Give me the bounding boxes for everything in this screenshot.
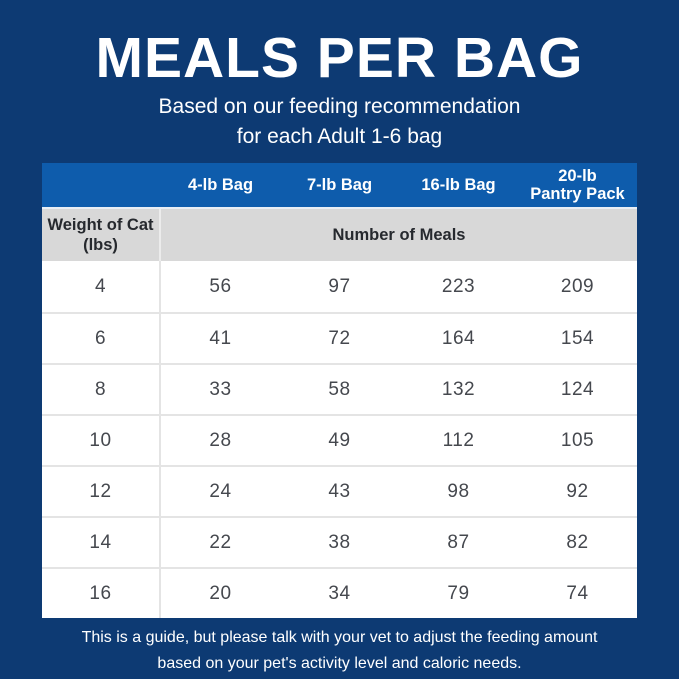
meals-cell: 20 (209, 582, 232, 604)
meals-table (42, 163, 637, 618)
meals-cell: 22 (209, 531, 232, 553)
table-row-weight-10 (42, 414, 637, 465)
column-header-7lb-bag: 7-lb Bag (306, 176, 373, 194)
meals-cell: 132 (441, 378, 476, 400)
disclaimer-line-1: This is a guide, but please talk with your vet to adjust the feeding amount (81, 629, 598, 646)
meals-cell: 33 (209, 378, 232, 400)
meals-cell: 105 (560, 429, 595, 451)
weight-of-cat-header: Weight of Cat (lbs) (42, 209, 161, 261)
table-header-row (42, 163, 637, 209)
meals-cell: 97 (328, 275, 351, 297)
page-subtitle (0, 92, 679, 152)
meals-cell: 28 (209, 429, 232, 451)
weight-cell: 10 (42, 416, 161, 465)
column-header-empty (42, 163, 161, 207)
meals-cell: 43 (328, 480, 351, 502)
table-subheader-row (42, 209, 637, 261)
subtitle-line-1: Based on our feeding recommendation (158, 95, 521, 118)
weight-cell: 8 (42, 365, 161, 414)
meals-cell: 38 (328, 531, 351, 553)
number-of-meals-header: Number of Meals (332, 226, 466, 244)
weight-cell: 16 (42, 569, 161, 618)
table-row-weight-4 (42, 261, 637, 312)
subtitle-line-2: for each Adult 1-6 bag (236, 125, 443, 148)
table-row-weight-16 (42, 567, 637, 618)
meals-cell: 79 (447, 582, 470, 604)
meals-cell: 58 (328, 378, 351, 400)
disclaimer-line-2: based on your pet's activity level and caloric needs. (157, 655, 522, 672)
meals-cell: 82 (566, 531, 589, 553)
meals-cell: 98 (447, 480, 470, 502)
weight-cell: 6 (42, 314, 161, 363)
disclaimer-note (0, 625, 679, 677)
meals-cell: 34 (328, 582, 351, 604)
meals-cell: 74 (566, 582, 589, 604)
table-row-weight-12 (42, 465, 637, 516)
meals-cell: 112 (442, 429, 475, 451)
meals-cell: 41 (209, 327, 232, 349)
meals-cell: 124 (560, 378, 595, 400)
meals-cell: 56 (209, 275, 232, 297)
meals-cell: 72 (328, 327, 351, 349)
column-header-16lb-bag: 16-lb Bag (421, 176, 496, 194)
meals-cell: 164 (441, 327, 476, 349)
meals-cell: 223 (441, 275, 476, 297)
meals-cell: 92 (566, 480, 589, 502)
weight-cell: 14 (42, 518, 161, 567)
meals-cell: 209 (560, 275, 595, 297)
column-header-4lb-bag: 4-lb Bag (187, 176, 254, 194)
table-row-weight-8 (42, 363, 637, 414)
table-row-weight-6 (42, 312, 637, 363)
column-header-20lb-pantry-pack: 20-lb Pantry Pack (530, 167, 625, 203)
weight-cell: 12 (42, 467, 161, 516)
weight-cell: 4 (42, 261, 161, 312)
table-row-weight-14 (42, 516, 637, 567)
meals-cell: 24 (209, 480, 232, 502)
meals-cell: 87 (447, 531, 470, 553)
meals-cell: 154 (560, 327, 595, 349)
meals-cell: 49 (328, 429, 351, 451)
page-title: MEALS PER BAG (95, 26, 584, 90)
